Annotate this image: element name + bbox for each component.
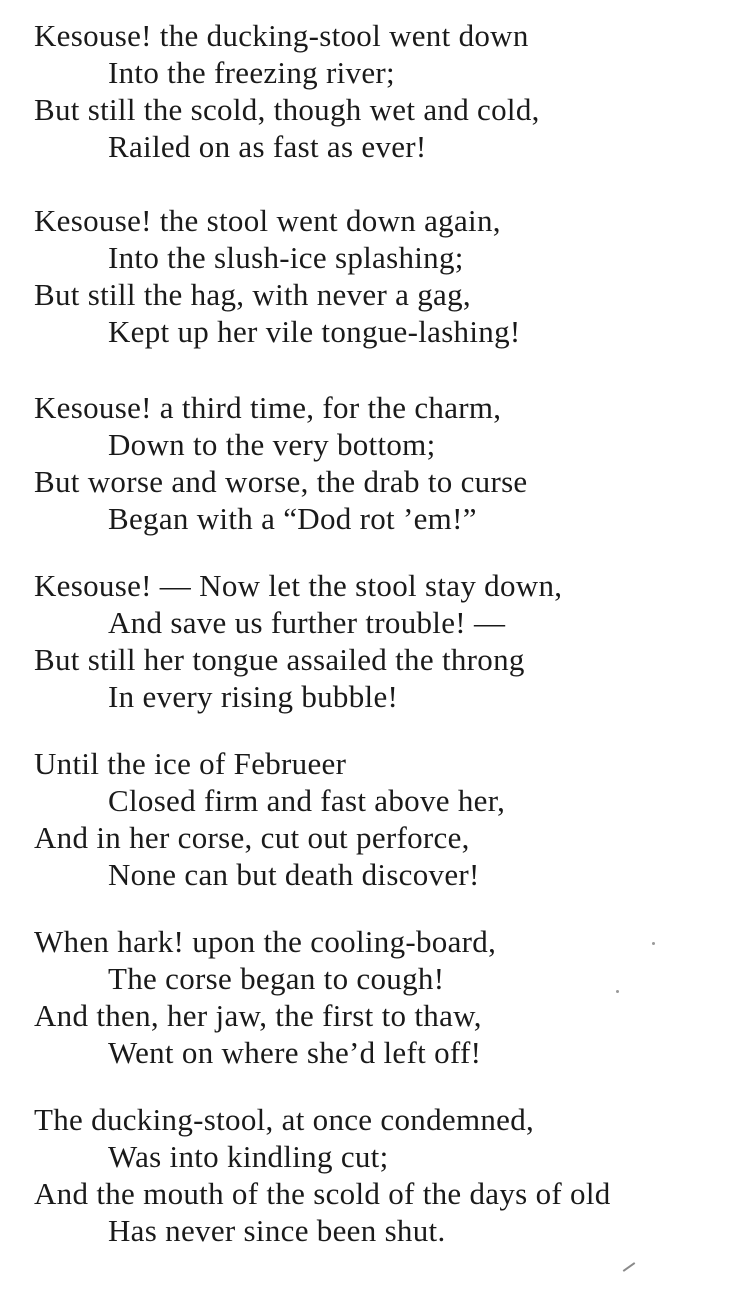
stanza-7-line-3: And the mouth of the scold of the days of old	[34, 1176, 611, 1211]
stanza-3-line-2: Down to the very bottom;	[108, 427, 436, 462]
speck	[652, 942, 655, 945]
stanza-1-line-2: Into the freezing river;	[108, 55, 395, 90]
paper-mark	[623, 1262, 636, 1272]
stanza-2-line-2: Into the slush-ice splashing;	[108, 240, 464, 275]
stanza-2-line-1: Kesouse! the stool went down again,	[34, 203, 501, 238]
stanza-5-line-4: None can but death discover!	[108, 857, 480, 892]
stanza-7-line-2: Was into kindling cut;	[108, 1139, 389, 1174]
stanza-6-line-4: Went on where she’d left off!	[108, 1035, 482, 1070]
stanza-7-line-1: The ducking-stool, at once condemned,	[34, 1102, 535, 1137]
stanza-3-line-1: Kesouse! a third time, for the charm,	[34, 390, 502, 425]
stanza-3-line-4: Began with a “Dod rot ’em!”	[108, 501, 477, 536]
stanza-1-line-4: Railed on as fast as ever!	[108, 129, 427, 164]
stanza-1-line-3: But still the scold, though wet and cold,	[34, 92, 540, 127]
stanza-7-line-4: Has never since been shut.	[108, 1213, 446, 1248]
stanza-5-line-2: Closed firm and fast above her,	[108, 783, 506, 818]
stanza-5-line-3: And in her corse, cut out perforce,	[34, 820, 470, 855]
stanza-4-line-4: In every rising bubble!	[108, 679, 399, 714]
stanza-4-line-3: But still her tongue assailed the throng	[34, 642, 525, 677]
stanza-1-line-1: Kesouse! the ducking-stool went down	[34, 18, 529, 53]
stanza-4-line-2: And save us further trouble! —	[108, 605, 506, 640]
stanza-5-line-1: Until the ice of Februeer	[34, 746, 347, 781]
stanza-4-line-1: Kesouse! — Now let the stool stay down,	[34, 568, 563, 603]
stanza-3-line-3: But worse and worse, the drab to curse	[34, 464, 528, 499]
stanza-2-line-4: Kept up her vile tongue-lashing!	[108, 314, 521, 349]
stanza-6-line-3: And then, her jaw, the first to thaw,	[34, 998, 482, 1033]
stanza-6-line-1: When hark! upon the cooling-board,	[34, 924, 497, 959]
stanza-6-line-2: The corse began to cough!	[108, 961, 445, 996]
speck	[616, 990, 619, 993]
stanza-2-line-3: But still the hag, with never a gag,	[34, 277, 471, 312]
